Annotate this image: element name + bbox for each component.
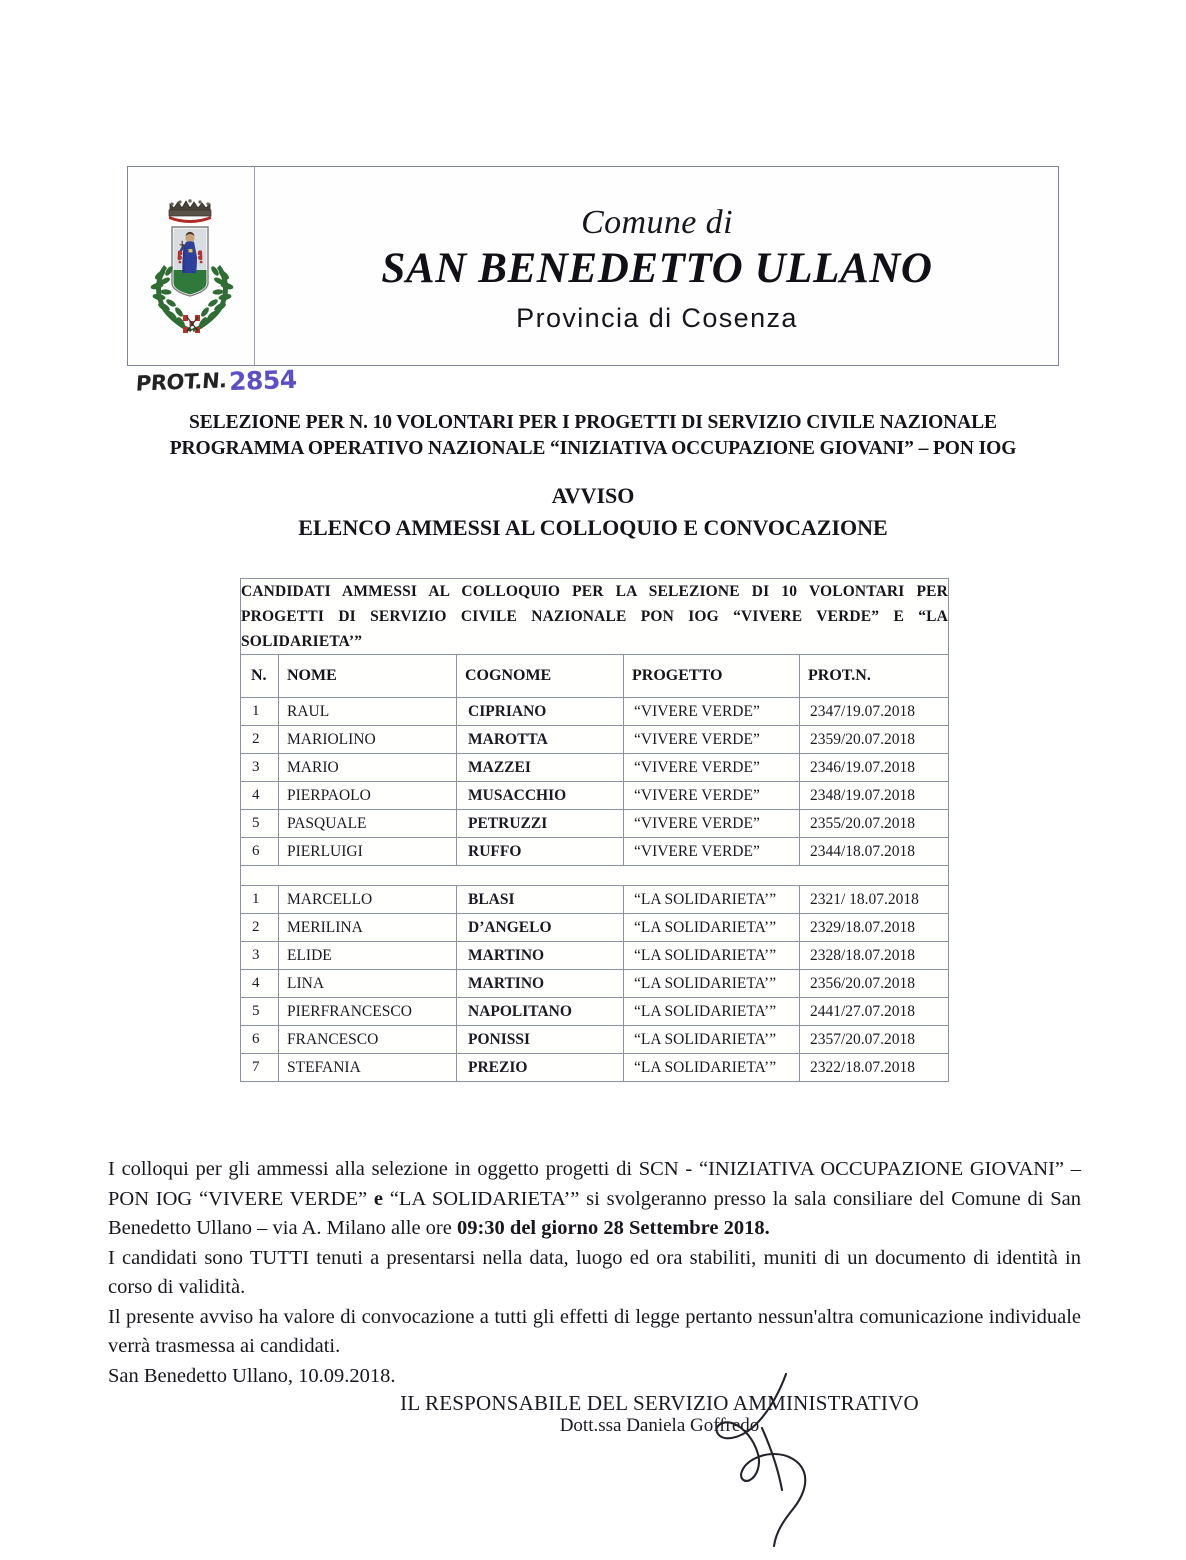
candidate-cognome: BLASI bbox=[457, 886, 624, 914]
candidate-number: 6 bbox=[241, 1026, 279, 1054]
candidate-nome: PIERPAOLO bbox=[279, 782, 457, 810]
candidate-progetto: “LA SOLIDARIETA’” bbox=[624, 1026, 800, 1054]
candidate-progetto: “LA SOLIDARIETA’” bbox=[624, 886, 800, 914]
column-header-nome: NOME bbox=[279, 655, 457, 698]
table-row bbox=[241, 698, 949, 726]
candidate-nome: MARIOLINO bbox=[279, 726, 457, 754]
signature-name: Dott.ssa Daniela Goffredo bbox=[559, 1415, 760, 1436]
candidate-prot: 2328/18.07.2018 bbox=[800, 942, 949, 970]
candidate-progetto: “VIVERE VERDE” bbox=[624, 754, 800, 782]
candidate-nome: PIERFRANCESCO bbox=[279, 998, 457, 1026]
candidate-cognome: PREZIO bbox=[457, 1054, 624, 1082]
title-line-2: PROGRAMMA OPERATIVO NAZIONALE “INIZIATIVA OCCUPAZIONE GIOVANI” – PON IOG bbox=[169, 437, 1017, 459]
table-caption-row bbox=[241, 579, 949, 655]
candidate-prot: 2321/ 18.07.2018 bbox=[800, 886, 949, 914]
candidate-nome: RAUL bbox=[279, 698, 457, 726]
table-row bbox=[241, 782, 949, 810]
p1-part-b: “LA SOLIDARIETA’” si svolgeranno presso la sala consiliare del Comune di San Benedetto Ullano – via A. Milano alle ore bbox=[108, 1187, 1081, 1240]
candidate-nome: MARCELLO bbox=[279, 886, 457, 914]
candidate-progetto: “LA SOLIDARIETA’” bbox=[624, 998, 800, 1026]
page-title bbox=[93, 410, 1093, 461]
paragraph-colloqui bbox=[108, 1155, 1081, 1244]
table-row bbox=[241, 1026, 949, 1054]
table-row bbox=[241, 914, 949, 942]
provincia-label: Provincia di Cosenza bbox=[516, 302, 798, 333]
coat-of-arms-icon bbox=[144, 191, 240, 343]
candidate-cognome: MUSACCHIO bbox=[457, 782, 624, 810]
candidate-number: 1 bbox=[241, 886, 279, 914]
candidate-nome: PASQUALE bbox=[279, 810, 457, 838]
candidate-cognome: RUFFO bbox=[457, 838, 624, 866]
p1-conjunction: e bbox=[373, 1187, 383, 1210]
candidates-table-wrap bbox=[240, 578, 948, 1082]
table-row bbox=[241, 754, 949, 782]
candidate-number: 5 bbox=[241, 810, 279, 838]
candidate-progetto: “LA SOLIDARIETA’” bbox=[624, 1054, 800, 1082]
candidate-progetto: “VIVERE VERDE” bbox=[624, 782, 800, 810]
candidate-prot: 2346/19.07.2018 bbox=[800, 754, 949, 782]
candidate-number: 2 bbox=[241, 914, 279, 942]
candidate-prot: 2344/18.07.2018 bbox=[800, 838, 949, 866]
candidate-nome: ELIDE bbox=[279, 942, 457, 970]
body-text bbox=[108, 1155, 1081, 1391]
candidate-prot: 2322/18.07.2018 bbox=[800, 1054, 949, 1082]
protocol-stamp bbox=[136, 366, 296, 395]
table-row bbox=[241, 886, 949, 914]
candidate-cognome: NAPOLITANO bbox=[457, 998, 624, 1026]
candidate-prot: 2356/20.07.2018 bbox=[800, 970, 949, 998]
candidates-table bbox=[240, 578, 949, 1082]
candidate-cognome: MAZZEI bbox=[457, 754, 624, 782]
column-header-progetto: PROGETTO bbox=[624, 655, 800, 698]
candidate-nome: STEFANIA bbox=[279, 1054, 457, 1082]
table-row bbox=[241, 970, 949, 998]
comune-name: SAN BENEDETTO ULLANO bbox=[381, 245, 933, 293]
crest-cell bbox=[128, 167, 255, 367]
column-header-cognome: COGNOME bbox=[457, 655, 624, 698]
candidate-nome: MARIO bbox=[279, 754, 457, 782]
candidate-progetto: “VIVERE VERDE” bbox=[624, 810, 800, 838]
candidate-nome: FRANCESCO bbox=[279, 1026, 457, 1054]
p1-datetime: 09:30 del giorno 28 Settembre 2018. bbox=[456, 1217, 770, 1240]
p1-part-a: I colloqui per gli ammessi alla selezione in oggetto progetti di SCN - “INIZIATIVA OCCUPAZIONE GIOVANI” – PON IOG “VIVERE VERDE” bbox=[108, 1158, 1081, 1210]
signature-block bbox=[108, 1391, 1081, 1437]
candidate-cognome: PETRUZZI bbox=[457, 810, 624, 838]
table-group-separator-cell bbox=[241, 866, 949, 886]
table-header-row bbox=[241, 655, 949, 698]
column-header-prot: PROT.N. bbox=[800, 655, 949, 698]
candidate-number: 4 bbox=[241, 782, 279, 810]
paragraph-documento: I candidati sono TUTTI tenuti a presentarsi nella data, luogo ed ora stabiliti, muniti di un documento di identità in corso di validità. bbox=[108, 1246, 1081, 1299]
candidate-cognome: MARTINO bbox=[457, 942, 624, 970]
letterhead-text bbox=[256, 167, 1058, 367]
candidate-nome: PIERLUIGI bbox=[279, 838, 457, 866]
candidate-number: 1 bbox=[241, 698, 279, 726]
letterhead-box bbox=[127, 166, 1059, 366]
candidate-number: 6 bbox=[241, 838, 279, 866]
table-body bbox=[241, 579, 949, 1082]
paragraph-convocazione: Il presente avviso ha valore di convocazione a tutti gli effetti di legge pertanto nessun'altra comunicazione individuale verrà trasmessa ai candidati. bbox=[108, 1305, 1081, 1358]
signature-role: IL RESPONSABILE DEL SERVIZIO AMMINISTRATIVO bbox=[400, 1391, 919, 1415]
candidate-cognome: MARTINO bbox=[457, 970, 624, 998]
table-row bbox=[241, 838, 949, 866]
table-caption: CANDIDATI AMMESSI AL COLLOQUIO PER LA SELEZIONE DI 10 VOLONTARI PER PROGETTI DI SERVIZIO CIVILE NAZIONALE PON IOG “VIVERE VERDE” E “LA SOLIDARIETA’” bbox=[241, 579, 949, 655]
column-header-n: N. bbox=[241, 655, 279, 698]
avviso-heading bbox=[93, 480, 1093, 544]
table-row bbox=[241, 810, 949, 838]
candidate-progetto: “LA SOLIDARIETA’” bbox=[624, 970, 800, 998]
table-row bbox=[241, 726, 949, 754]
protocol-label: PROT.N. bbox=[135, 368, 228, 396]
avviso-label: AVVISO bbox=[551, 483, 635, 508]
table-group-separator bbox=[241, 866, 949, 886]
comune-label: Comune di bbox=[581, 204, 733, 242]
candidate-number: 3 bbox=[241, 754, 279, 782]
paragraph-place-date: San Benedetto Ullano, 10.09.2018. bbox=[108, 1364, 396, 1387]
candidate-number: 5 bbox=[241, 998, 279, 1026]
candidate-progetto: “VIVERE VERDE” bbox=[624, 698, 800, 726]
candidate-prot: 2357/20.07.2018 bbox=[800, 1026, 949, 1054]
avviso-subtitle: ELENCO AMMESSI AL COLLOQUIO E CONVOCAZIONE bbox=[298, 514, 888, 540]
candidate-progetto: “LA SOLIDARIETA’” bbox=[624, 942, 800, 970]
candidate-cognome: D’ANGELO bbox=[457, 914, 624, 942]
table-row bbox=[241, 998, 949, 1026]
protocol-number: 2854 bbox=[228, 364, 297, 397]
candidate-prot: 2329/18.07.2018 bbox=[800, 914, 949, 942]
candidate-prot: 2348/19.07.2018 bbox=[800, 782, 949, 810]
candidate-progetto: “VIVERE VERDE” bbox=[624, 726, 800, 754]
candidate-prot: 2347/19.07.2018 bbox=[800, 698, 949, 726]
candidate-cognome: PONISSI bbox=[457, 1026, 624, 1054]
candidate-number: 3 bbox=[241, 942, 279, 970]
table-row bbox=[241, 1054, 949, 1082]
candidate-number: 7 bbox=[241, 1054, 279, 1082]
candidate-prot: 2359/20.07.2018 bbox=[800, 726, 949, 754]
candidate-progetto: “LA SOLIDARIETA’” bbox=[624, 914, 800, 942]
candidate-prot: 2355/20.07.2018 bbox=[800, 810, 949, 838]
table-row bbox=[241, 942, 949, 970]
candidate-number: 2 bbox=[241, 726, 279, 754]
candidate-progetto: “VIVERE VERDE” bbox=[624, 838, 800, 866]
candidate-number: 4 bbox=[241, 970, 279, 998]
candidate-prot: 2441/27.07.2018 bbox=[800, 998, 949, 1026]
candidate-cognome: MAROTTA bbox=[457, 726, 624, 754]
candidate-nome: LINA bbox=[279, 970, 457, 998]
candidate-nome: MERILINA bbox=[279, 914, 457, 942]
title-line-1: SELEZIONE PER N. 10 VOLONTARI PER I PROGETTI DI SERVIZIO CIVILE NAZIONALE bbox=[189, 412, 997, 433]
letterhead-divider bbox=[254, 166, 255, 366]
candidate-cognome: CIPRIANO bbox=[457, 698, 624, 726]
